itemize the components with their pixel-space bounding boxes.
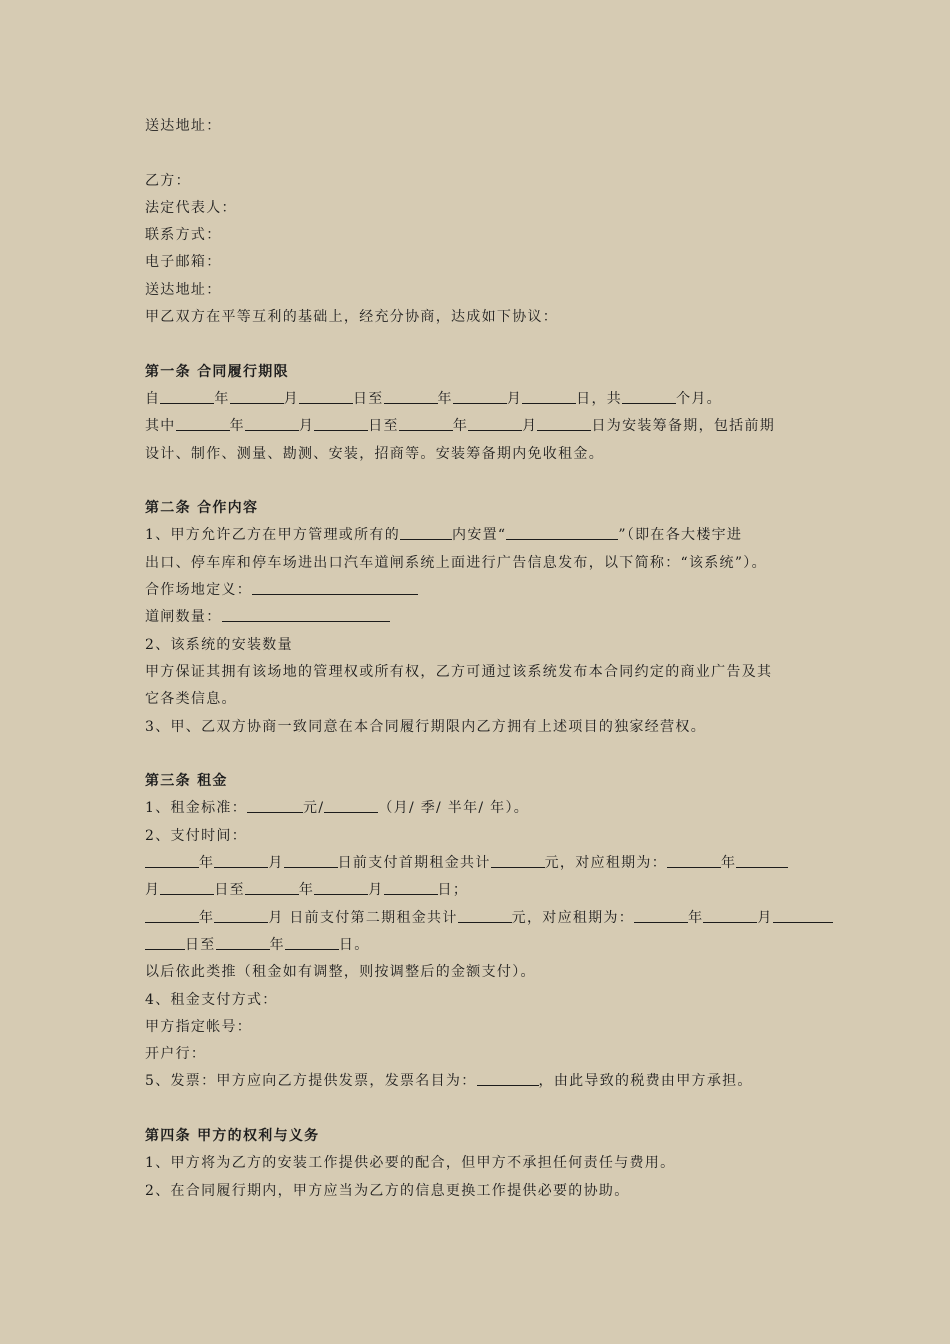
article-3-bank: 开户行： [145,1046,207,1063]
article-2-item-1: 1、甲方允许乙方在甲方管理或所有的 内安置“ ”（即在各大楼宇进 [145,522,825,549]
article-4-item-2: 2、在合同履行期内，甲方应当为乙方的信息更换工作提供必要的协助。 [145,1182,630,1199]
article-1-prep-line: 其中 年 月 日至 年 月 日为安装筹备期，包括前期 [145,413,825,440]
article-3-invoice: 5、发票：甲方应向乙方提供发票，发票名目为： ，由此导致的税费由甲方承担。 [145,1068,825,1095]
article-1-term-line: 自 年 月 日至 年 月 日，共 个月。 [145,386,825,413]
party-b-title: 乙方： [145,172,191,189]
article-4-item-1: 1、甲方将为乙方的安装工作提供必要的配合，但甲方不承担任何责任与费用。 [145,1155,676,1172]
article-2-item-2: 2、该系统的安装数量 [145,636,293,653]
blank-field [491,852,545,868]
article-3-first-payment-cont: 月 日至 年 月 日； [145,877,825,904]
blank-field [314,415,368,431]
article-3-second-payment: 年 月 日前支付第二期租金共计 元，对应租期为： 年 月 [145,905,825,932]
article-2-item-1-cont: 出口、停车库和停车场进出口汽车道闸系统上面进行广告信息发布，以下简称：“该系统”）。 [145,554,767,571]
article-4-heading: 第四条 甲方的权利与义务 [145,1127,320,1144]
blank-field [399,415,453,431]
party-a-address-label: 送达地址： [145,118,222,134]
blank-field [477,1070,539,1086]
blank-field [284,852,338,868]
blank-field [230,388,284,404]
article-2-site-line: 合作场地定义： [145,577,825,604]
blank-field [245,879,299,895]
blank-field [145,907,199,923]
article-2-gate-line: 道闸数量： [145,604,825,631]
blank-field [314,879,368,895]
blank-field [736,852,788,868]
article-1-prep-detail: 设计、制作、测量、勘测、安装，招商等。安装筹备期内免收租金。 [145,445,604,462]
article-3-account: 甲方指定帐号： [145,1018,253,1035]
blank-field [216,934,270,950]
blank-field [214,852,268,868]
blank-field [145,852,199,868]
party-b-contact: 联系方式： [145,227,222,244]
blank-field [145,934,185,950]
article-3-first-payment: 年 月 日前支付首期租金共计 元，对应租期为： 年 [145,850,825,877]
blank-field [384,879,438,895]
party-b-address: 送达地址： [145,281,222,298]
blank-field [252,579,418,595]
blank-field [324,797,378,813]
blank-field [214,907,268,923]
blank-field [453,388,507,404]
article-3-second-payment-cont: 日至 年 日。 [145,932,825,959]
blank-field [384,388,438,404]
blank-field [537,415,591,431]
article-2-item-2-text-cont: 它各类信息。 [145,691,237,708]
blank-field [458,907,512,923]
contract-body [145,113,825,1205]
article-2-item-3: 3、甲、乙双方协商一致同意在本合同履行期限内乙方拥有上述项目的独家经营权。 [145,718,707,735]
party-b-email: 电子邮箱： [145,254,222,271]
blank-field [703,907,757,923]
blank-field [222,606,390,622]
article-3-payment-method: 4、租金支付方式： [145,991,278,1008]
article-2-heading: 第二条 合作内容 [145,500,259,517]
blank-field [400,524,452,540]
blank-field [285,934,339,950]
blank-field [299,388,353,404]
intro-text: 甲乙双方在平等互利的基础上，经充分协商，达成如下协议： [145,309,559,326]
blank-field [773,907,833,923]
blank-field [245,415,299,431]
blank-field [247,797,303,813]
blank-field [160,388,214,404]
blank-field [160,879,214,895]
blank-field [522,388,576,404]
article-3-rent-standard: 1、租金标准： 元/ （月/ 季/ 半年/ 年）。 [145,795,825,822]
blank-field [468,415,522,431]
article-3-heading: 第三条 租金 [145,773,228,790]
blank-field [634,907,688,923]
blank-field [176,415,230,431]
blank-field [622,388,676,404]
article-3-analogy: 以后依此类推（租金如有调整，则按调整后的金额支付）。 [145,964,536,981]
blank-field [506,524,618,540]
article-3-payment-time: 2、支付时间： [145,827,248,844]
party-b-legal-rep: 法定代表人： [145,199,237,216]
blank-field [667,852,721,868]
article-2-item-2-text: 甲方保证其拥有该场地的管理权或所有权，乙方可通过该系统发布本合同约定的商业广告及其 [145,663,773,680]
article-1-heading: 第一条 合同履行期限 [145,363,289,380]
